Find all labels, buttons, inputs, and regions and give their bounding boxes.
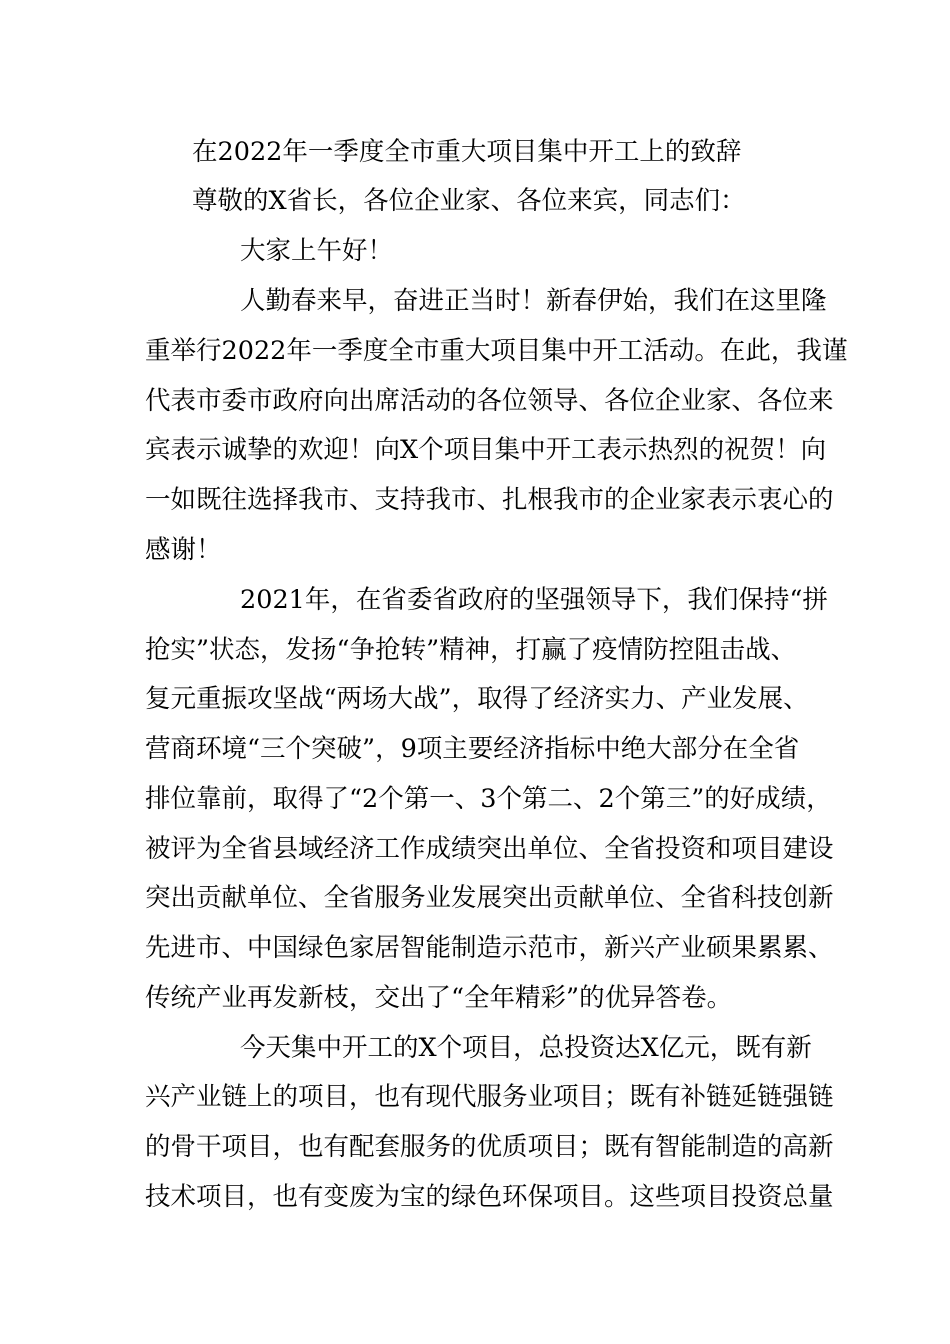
salutation: 尊敬的X省长，各位企业家、各位来宾，同志们：: [192, 186, 746, 216]
paragraph-line: 先进市、中国绿色家居智能制造示范市，新兴产业硕果累累、: [145, 933, 834, 963]
paragraph-line: 兴产业链上的项目，也有现代服务业项目；既有补链延链强链: [145, 1082, 834, 1112]
paragraph-line: 代表市委市政府向出席活动的各位领导、各位企业家、各位来: [145, 386, 834, 416]
paragraph-line: 传统产业再发新枝，交出了“全年精彩”的优异答卷。: [145, 983, 733, 1013]
paragraph-line: 重举行2022年一季度全市重大项目集中开工活动。在此，我谨: [145, 336, 848, 366]
greeting: 大家上午好！: [240, 236, 394, 266]
paragraph-line: 宾表示诚挚的欢迎！向X个项目集中开工表示热烈的祝贺！向: [145, 435, 827, 465]
paragraph-line: 人勤春来早，奋进正当时！新春伊始，我们在这里隆: [240, 286, 827, 316]
paragraph-line: 的骨干项目，也有配套服务的优质项目；既有智能制造的高新: [145, 1132, 834, 1162]
paragraph-line: 今天集中开工的X个项目，总投资达X亿元，既有新: [240, 1033, 812, 1063]
paragraph-line: 技术项目，也有变废为宝的绿色环保项目。这些项目投资总量: [145, 1182, 834, 1212]
paragraph-line: 感谢！: [145, 535, 222, 565]
paragraph-line: 被评为全省县域经济工作成绩突出单位、全省投资和项目建设: [145, 834, 834, 864]
document-title: 在2022年一季度全市重大项目集中开工上的致辞: [192, 137, 742, 167]
paragraph-line: 抢实”状态，发扬“争抢转”精神，打赢了疫情防控阻击战、: [145, 635, 797, 665]
paragraph-line: 排位靠前，取得了“2个第一、3个第二、2个第三”的好成绩，: [145, 784, 832, 814]
paragraph-line: 突出贡献单位、全省服务业发展突出贡献单位、全省科技创新: [145, 883, 834, 913]
paragraph-line: 一如既往选择我市、支持我市、扎根我市的企业家表示衷心的: [145, 485, 834, 515]
paragraph-line: 营商环境“三个突破”，9项主要经济指标中绝大部分在全省: [145, 734, 800, 764]
paragraph-line: 复元重振攻坚战“两场大战”，取得了经济实力、产业发展、: [145, 684, 809, 714]
paragraph-line: 2021年，在省委省政府的坚强领导下，我们保持“拼: [240, 585, 828, 615]
